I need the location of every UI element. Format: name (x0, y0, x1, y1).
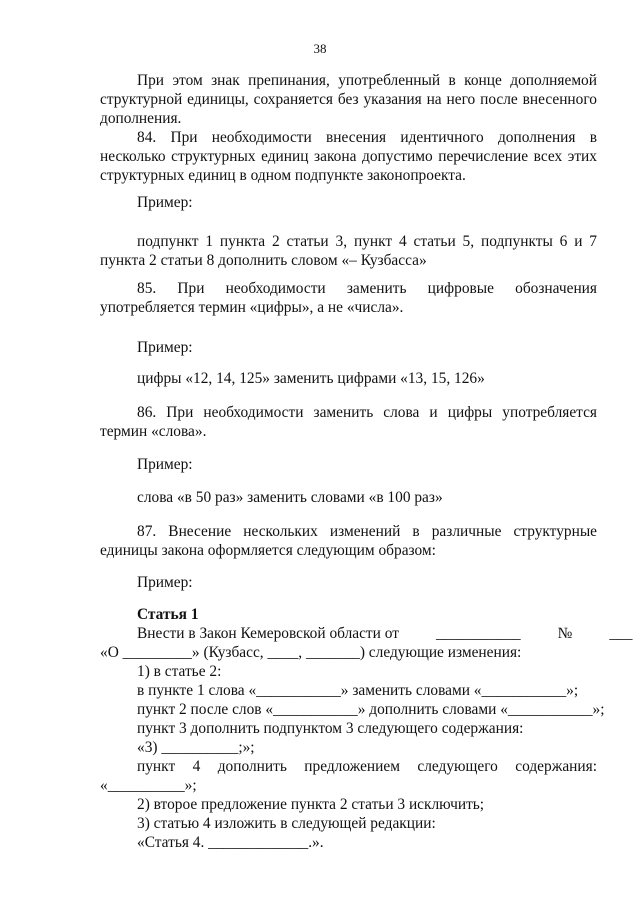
paragraph-84: 84. При необходимости внесения идентичного дополнения в несколько структурных единиц закона допустимо перечисление всех этих структурных единиц в одном подпункте законопроекта. (100, 129, 597, 184)
paragraph-87: 87. Внесение нескольких изменений в различные структурные единицы закона оформляется следующим образом: (100, 523, 597, 559)
article-line-1 (100, 624, 633, 643)
article-line-1-date: ___________ (435, 625, 521, 642)
example-label-3: Пример: (137, 456, 193, 473)
article-line-6: пункт 3 дополнить подпунктом 3 следующего содержания: (137, 720, 524, 737)
article-line-1-number-sign: № (557, 625, 573, 642)
article-line-12: «Статья 4. _____________.». (137, 834, 324, 851)
paragraph-punctuation-rule: При этом знак препинания, употребленный в конце дополняемой структурной единицы, сохраняется без указания на него после внесенного дополнения. (100, 72, 597, 127)
article-line-11: 3) статью 4 изложить в следующей редакции: (137, 815, 436, 832)
example-label-2: Пример: (137, 339, 193, 356)
article-line-1-text: Внести в Закон Кемеровской области от (137, 625, 399, 642)
article-line-9: «__________»; (100, 777, 197, 794)
article-line-1-number: ___ (609, 625, 633, 642)
article-line-4: в пункте 1 слова «___________» заменить словами «___________»; (137, 682, 579, 699)
article-heading: Статья 1 (137, 606, 199, 623)
example-article-block (100, 605, 633, 852)
example-text-2: цифры «12, 14, 125» заменить цифрами «13, 15, 126» (137, 370, 485, 387)
example-label-1: Пример: (137, 194, 193, 211)
paragraph-85: 85. При необходимости заменить цифровые обозначения употребляется термин «цифры», а не «числа». (100, 280, 597, 316)
example-text-1: подпункт 1 пункта 2 статьи 3, пункт 4 статьи 5, подпункты 6 и 7 пункта 2 статьи 8 дополнить словом «– Кузбасса» (100, 233, 597, 269)
article-line-7: «3) __________;»; (137, 739, 255, 756)
example-label-4: Пример: (137, 574, 193, 591)
example-text-3: слова «в 50 раз» заменить словами «в 100 раз» (137, 489, 443, 506)
article-line-10: 2) второе предложение пункта 2 статьи 3 исключить; (137, 796, 485, 813)
article-line-8: пункт 4 дополнить предложением следующего содержания: (137, 758, 597, 775)
article-line-3: 1) в статье 2: (137, 663, 222, 680)
paragraph-86: 86. При необходимости заменить слова и цифры употребляется термин «слова». (100, 404, 597, 440)
article-line-5: пункт 2 после слов «___________» дополнить словами «___________»; (137, 701, 605, 718)
page-number: 38 (313, 41, 327, 56)
article-line-2: «О _________» (Кузбасс, ____, _______) следующие изменения: (100, 644, 522, 661)
